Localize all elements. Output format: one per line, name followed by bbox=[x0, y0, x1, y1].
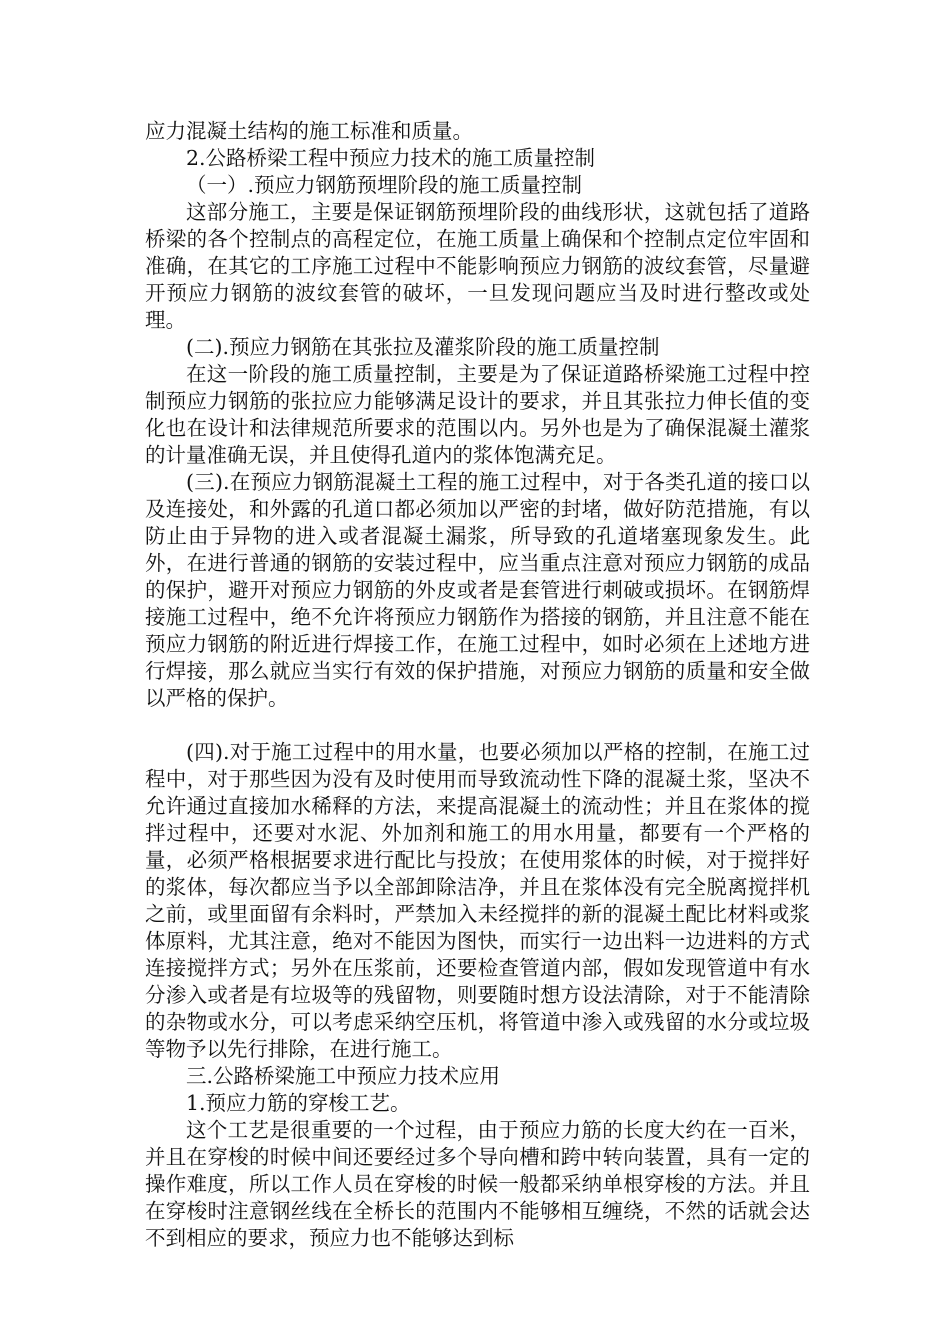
document-page bbox=[145, 118, 810, 1252]
subsection-heading-threading: 1.预应力筋的穿梭工艺。 bbox=[186, 1091, 411, 1115]
paragraph-continuation: 应力混凝土结构的施工标准和质量。 bbox=[145, 119, 473, 143]
subsection-heading-1: （一）.预应力钢筋预埋阶段的施工质量控制 bbox=[186, 173, 583, 197]
paragraph-threading-process: 这个工艺是很重要的一个过程，由于预应力筋的长度大约在一百米，并且在穿梭的时候中间还要经过多个导向槽和跨中转向装置，具有一定的操作难度，所以工作人员在穿梭的时候一般都采纳单根穿梭的方法。并且在穿梭时注意钢丝线在全桥长的范围内不能够相互缠绕，不然的话就会达不到相应的要求，预应力也不能够达到标 bbox=[145, 1118, 810, 1250]
paragraph-prestress-embedding: 这部分施工，主要是保证钢筋预埋阶段的曲线形状，这就包括了道路桥梁的各个控制点的高程定位，在施工质量上确保和个控制点定位牢固和准确，在其它的工序施工过程中不能影响预应力钢筋的波纹套管，尽量避开预应力钢筋的波纹套管的破坏，一旦发现问题应当及时进行整改或处理。 bbox=[145, 200, 810, 332]
subsection-heading-2: (二).预应力钢筋在其张拉及灌浆阶段的施工质量控制 bbox=[186, 335, 660, 359]
paragraph-water-control: (四).对于施工过程中的用水量，也要必须加以严格的控制，在施工过程中，对于那些因为没有及时使用而导致流动性下降的混凝土浆，坚决不允许通过直接加水稀释的方法，来提高混凝土的流动性；并且在浆体的搅拌过程中，还要对水泥、外加剂和施工的用水用量，都要有一个严格的量，必须严格根据要求进行配比与投放；在使用浆体的时候，对于搅拌好的浆体，每次都应当予以全部卸除洁净，并且在浆体没有完全脱离搅拌机之前，或里面留有余料时，严禁加入未经搅拌的新的混凝土配比材料或浆体原料，尤其注意，绝对不能因为图快，而实行一边出料一边进料的方式连接搅拌方式；另外在压浆前，还要检查管道内部，假如发现管道中有水分渗入或者是有垃圾等的残留物，则要随时想方设法清除，对于不能清除的杂物或水分，可以考虑采纳空压机，将管道中渗入或残留的水分或垃圾等物予以先行排除，在进行施工。 bbox=[145, 740, 810, 1061]
paragraph-tension-grouting: 在这一阶段的施工质量控制，主要是为了保证道路桥梁施工过程中控制预应力钢筋的张拉应力能够满足设计的要求，并且其张拉力伸长值的变化也在设计和法律规范所要求的范围以内。另外也是为了确保混凝土灌浆的计量准确无误，并且使得孔道内的浆体饱满充足。 bbox=[145, 362, 810, 467]
section-heading-2: 2.公路桥梁工程中预应力技术的施工质量控制 bbox=[186, 146, 596, 170]
paragraph-duct-protection: (三).在预应力钢筋混凝土工程的施工过程中，对于各类孔道的接口以及连接处，和外露的孔道口都必须加以严密的封堵，做好防范措施，有以防止由于异物的进入或者混凝土漏浆，所导致的孔道堵塞现象发生。此外，在进行普通的钢筋的安装过程中，应当重点注意对预应力钢筋的成品的保护，避开对预应力钢筋的外皮或者是套管进行刺破或损坏。在钢筋焊接施工过程中，绝不允许将预应力钢筋作为搭接的钢筋，并且注意不能在预应力钢筋的附近进行焊接工作，在施工过程中，如时必须在上述地方进行焊接，那么就应当实行有效的保护措施，对预应力钢筋的质量和安全做以严格的保护。 bbox=[145, 470, 810, 710]
section-heading-3: 三.公路桥梁施工中预应力技术应用 bbox=[186, 1064, 501, 1088]
